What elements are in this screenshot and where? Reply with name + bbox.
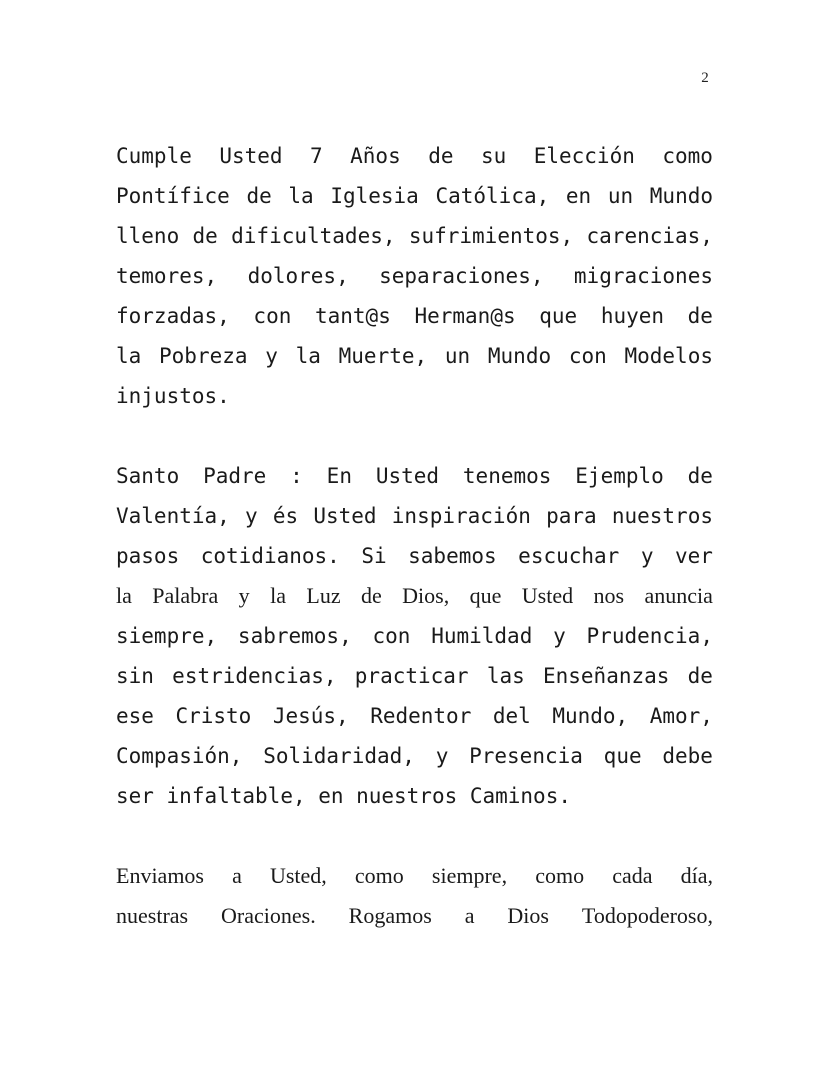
paragraph-3	[116, 856, 713, 936]
text-line: Cumple Usted 7 Años de su Elección como	[116, 144, 713, 168]
text-line: Enviamos a Usted, como siempre, como cada día,	[116, 863, 713, 888]
text-line: siempre, sabremos, con Humildad y Prudencia,	[116, 624, 713, 648]
page-number: 2	[701, 70, 709, 86]
text-line: ese Cristo Jesús, Redentor del Mundo, Amor,	[116, 704, 713, 728]
text-line: temores, dolores, separaciones, migraciones	[116, 264, 713, 288]
text-line: lleno de dificultades, sufrimientos, carencias,	[116, 224, 713, 248]
paragraph-1	[116, 136, 713, 416]
text-line: nuestras Oraciones. Rogamos a Dios Todopoderoso,	[116, 903, 713, 928]
text-line: ser infaltable, en nuestros Caminos.	[116, 784, 571, 808]
letter-body	[116, 136, 713, 976]
text-line: injustos.	[116, 384, 230, 408]
text-line: pasos cotidianos. Si sabemos escuchar y ver	[116, 544, 713, 568]
paragraph-2	[116, 456, 713, 816]
text-line: la Pobreza y la Muerte, un Mundo con Modelos	[116, 344, 713, 368]
text-line: Pontífice de la Iglesia Católica, en un Mundo	[116, 184, 713, 208]
text-line: Valentía, y és Usted inspiración para nuestros	[116, 504, 713, 528]
text-line: Santo Padre : En Usted tenemos Ejemplo de	[116, 464, 713, 488]
text-line: forzadas, con tant@s Herman@s que huyen de	[116, 304, 713, 328]
text-line: Compasión, Solidaridad, y Presencia que debe	[116, 744, 713, 768]
text-line: la Palabra y la Luz de Dios, que Usted nos anuncia	[116, 583, 713, 608]
text-line: sin estridencias, practicar las Enseñanzas de	[116, 664, 713, 688]
